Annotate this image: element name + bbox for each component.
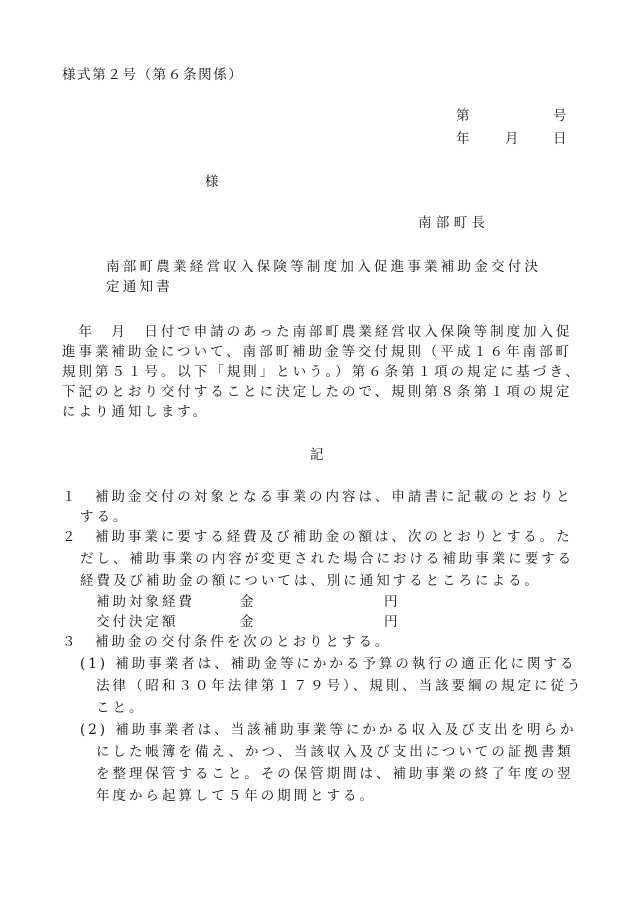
item-2-line-1: ２ 補助事業に要する経費及び補助金の額は、次のとおりとする。た [62,529,573,545]
sub-item-2-line-3: を整理保管すること。その保管期間は、補助事業の終了年度の翌 [96,766,574,782]
item-2-line-3: 経費及び補助金の額については、別に通知するところによる。 [80,573,541,589]
body-line-2: 進事業補助金について、南部町補助金等交付規則（平成１６年南部町 [62,344,573,360]
ki-heading: 記 [310,447,328,463]
document-title-line-2: 定通知書 [106,279,173,295]
sender-name: 南部町長 [418,215,490,231]
sub-item-2-line-4: 年度から起算して５年の期間とする。 [96,788,376,804]
date-month-label: 月 [505,131,523,147]
item-3-line-1: ３ 補助金の交付条件を次のとおりとする。 [62,634,392,650]
amount-kin-2: 金 [240,614,258,630]
body-line-4: 下記のとおり交付することに決定したので、規則第８条第１項の規定 [62,384,573,400]
body-line-1: 年 月 日付で申請のあった南部町農業経営収入保険等制度加入促 [62,324,573,340]
date-year-label: 年 [456,131,474,147]
item-1-line-1: １ 補助金交付の対象となる事業の内容は、申請書に記載のとおりと [62,489,573,505]
amount-label-grant-decision: 交付決定額 [96,614,179,630]
amount-label-subsidy-target-cost: 補助対象経費 [96,594,195,610]
form-number: 様式第２号（第６条関係） [62,67,244,83]
date-day-label: 日 [553,131,571,147]
amount-yen-1: 円 [384,594,402,610]
document-number-suffix: 号 [553,108,571,124]
sub-item-1-line-2: 法律（昭和３０年法律第１７９号）、規則、当該要綱の規定に従う [96,678,584,694]
amount-yen-2: 円 [384,614,402,630]
sub-item-2-line-2: にした帳簿を備え、かつ、当該収入及び支出についての証拠書類 [96,744,574,760]
amount-kin-1: 金 [240,594,258,610]
document-title-line-1: 南部町農業経営収入保険等制度加入促進事業補助金交付決 [106,259,542,275]
item-2-line-2: だし、補助事業の内容が変更された場合における補助事業に要する [80,551,575,567]
sub-item-1-line-3: こと。 [96,700,146,716]
item-1-line-2: する。 [80,509,130,525]
sub-item-2-line-1: (2) 補助事業者は、当該補助事業等にかかる収入及び支出を明らか [80,722,577,738]
sub-item-1-line-1: (1) 補助事業者は、補助金等にかかる予算の執行の適正化に関する [80,656,577,672]
document-number-prefix: 第 [456,108,474,124]
body-line-5: により通知します。 [62,404,210,420]
recipient-honorific: 様 [205,174,223,190]
body-line-3: 規則第５１号。以下「規則」という。）第６条第１項の規定に基づき、 [62,364,582,380]
